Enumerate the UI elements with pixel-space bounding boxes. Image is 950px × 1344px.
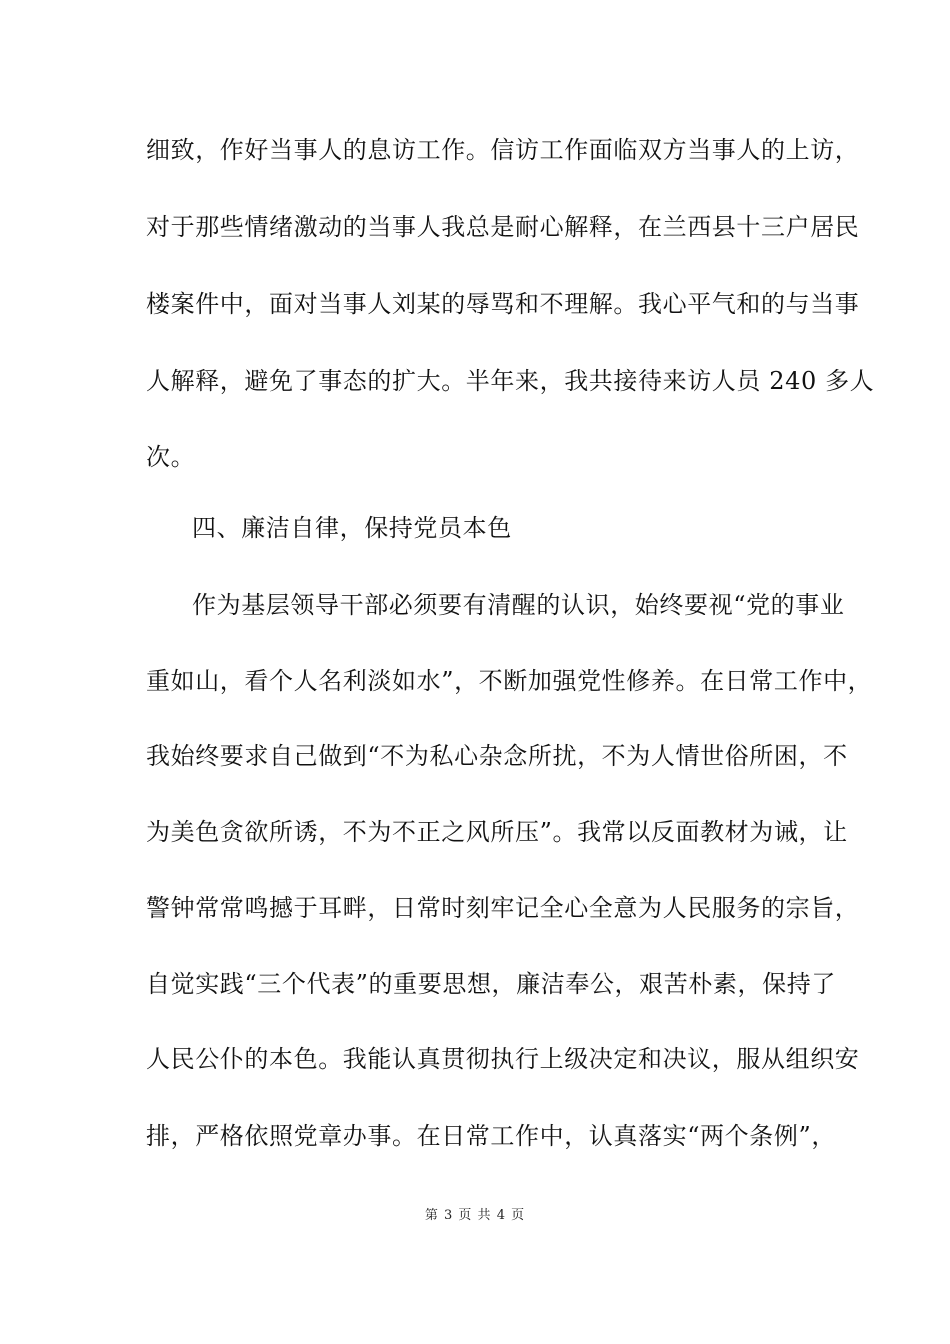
paragraph-line: 人民公仆的本色。我能认真贯彻执行上级决定和决议，服从组织安 — [146, 1045, 860, 1073]
paragraph-line: 作为基层领导干部必须要有清醒的认识，始终要视“党的事业 — [192, 591, 845, 619]
paragraph-line: 自觉实践“三个代表”的重要思想，廉洁奉公，艰苦朴素，保持了 — [146, 970, 836, 998]
page-number-footer: 第 3 页 共 4 页 — [424, 1208, 526, 1223]
paragraph-line: 为美色贪欲所诱，不为不正之风所压”。我常以反面教材为诫，让 — [146, 818, 848, 846]
paragraph-line: 对于那些情绪激动的当事人我总是耐心解释，在兰西县十三户居民 — [146, 213, 860, 241]
paragraph-line: 警钟常常鸣撼于耳畔，日常时刻牢记全心全意为人民服务的宗旨， — [146, 894, 860, 922]
paragraph-line: 排，严格依照党章办事。在日常工作中，认真落实“两个条例”， — [146, 1122, 836, 1150]
paragraph-line: 我始终要求自己做到“不为私心杂念所扰，不为人情世俗所困，不 — [146, 742, 848, 770]
paragraph-line: 楼案件中，面对当事人刘某的辱骂和不理解。我心平气和的与当事 — [146, 290, 860, 318]
paragraph-line: 细致，作好当事人的息访工作。信访工作面临双方当事人的上访， — [146, 136, 860, 164]
paragraph-line: 重如山，看个人名利淡如水”，不断加强党性修养。在日常工作中， — [146, 667, 873, 695]
section-heading: 四、廉洁自律，保持党员本色 — [192, 514, 512, 542]
paragraph-line: 人解释，避免了事态的扩大。半年来，我共接待来访人员 240 多人 — [146, 367, 875, 395]
paragraph-line: 次。 — [146, 443, 196, 471]
